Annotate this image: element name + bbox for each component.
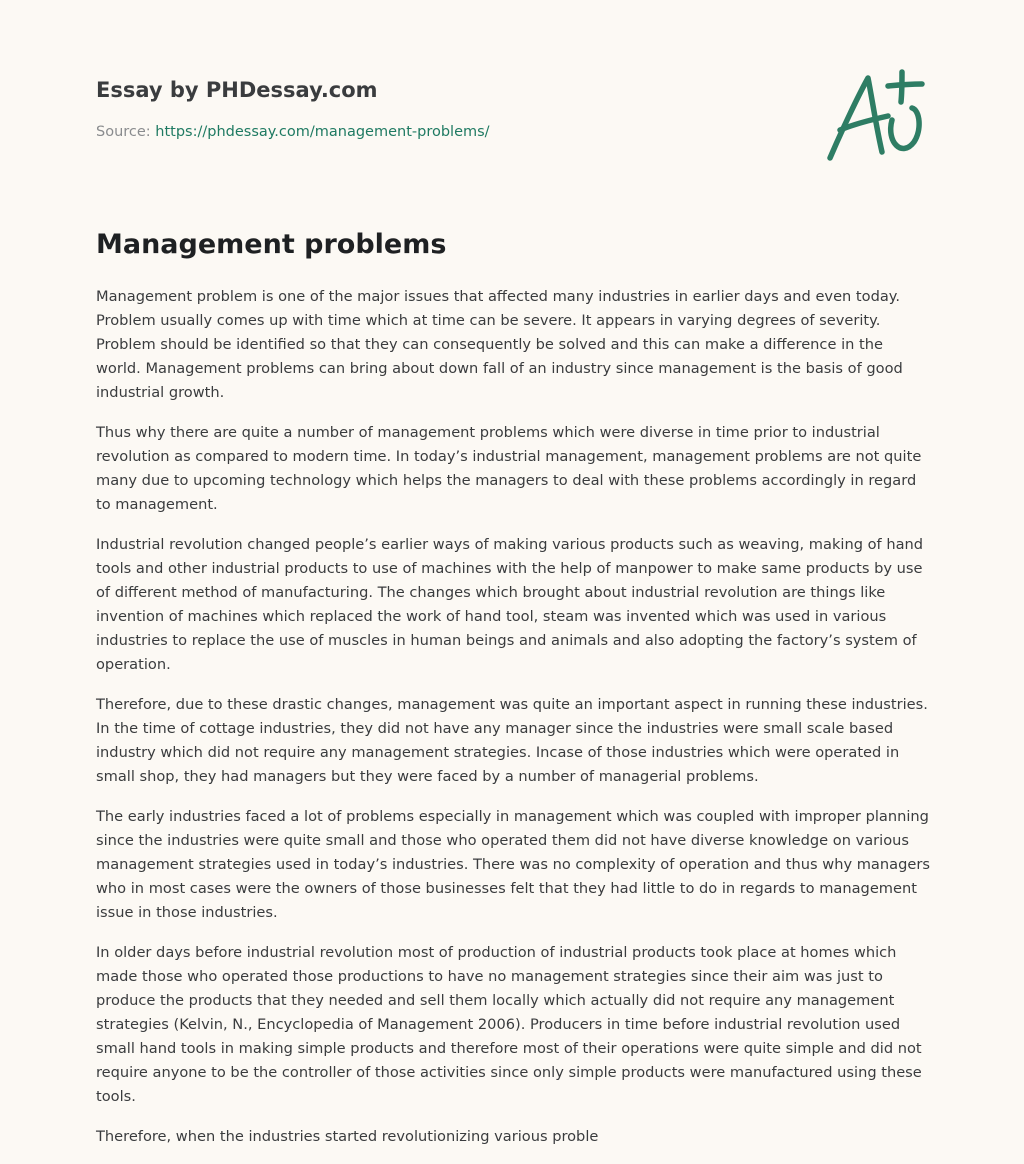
essay-paragraph: Thus why there are quite a number of management problems which were diverse in time prior to industrial revolution as compared to modern time. In today’s industrial management, management problems are not quite many due to upcoming technology which helps the managers to deal with these problems accordingly in regard to management.: [96, 424, 922, 513]
essay-body: [96, 285, 932, 1164]
essay-paragraph: In older days before industrial revolution most of production of industrial products took place at homes which made those who operated those productions to have no management strategies since their aim was just to produce the products that they needed and sell them locally which actually did not require any management strategies (Kelvin, N., Encyclopedia of Management 2006). Producers in time before industrial revolution used small hand tools in making simple products and therefore most of their operations were quite simple and did not require anyone to be the controller of those activities since only simple products were manufactured using these tools.: [96, 944, 922, 1105]
page-header: [96, 76, 796, 142]
essay-title: Management problems: [96, 229, 447, 260]
essay-paragraph: Therefore, due to these drastic changes, management was quite an important aspect in running these industries. In the time of cottage industries, they did not have any manager since the industries were small scale based industry which did not require any management strategies. Incase of those industries which were operated in small shop, they had managers but they were faced by a number of managerial problems.: [96, 696, 928, 785]
source-line: [96, 122, 796, 142]
source-link[interactable]: https://phdessay.com/management-problems/: [155, 124, 490, 140]
essay-paragraph: Management problem is one of the major issues that affected many industries in earlier days and even today. Problem usually comes up with time which at time can be severe. It appears in varying degrees of severity. Problem should be identified so that they can consequently be solved and this can make a difference in the world. Management problems can bring about down fall of an industry since management is the basis of good industrial growth.: [96, 288, 903, 401]
a-plus-grade-icon: [822, 68, 928, 164]
essay-paragraph: The early industries faced a lot of problems especially in management which was coupled with improper planning since the industries were quite small and those who operated them did not have diverse knowledge on various management strategies used in today’s industries. There was no complexity of operation and thus why managers who in most cases were the owners of those businesses felt that they had little to do in regards to management issue in those industries.: [96, 808, 930, 921]
essay-paragraph: Therefore, when the industries started revolutionizing various proble: [96, 1128, 599, 1145]
plus-horizontal-stroke: [888, 84, 922, 86]
site-brand: Essay by PHDessay.com: [96, 78, 378, 102]
loop-stroke: [891, 108, 919, 148]
essay-paragraph: Industrial revolution changed people’s earlier ways of making various products such as weaving, making of hand tools and other industrial products to use of machines with the help of manpower to make same products by use of different method of manufacturing. The changes which brought about industrial revolution are things like invention of machines which replaced the work of hand tool, steam was invented which was used in various industries to replace the use of muscles in human beings and animals and also adopting the factory’s system of operation.: [96, 536, 924, 673]
source-label: Source:: [96, 124, 156, 140]
